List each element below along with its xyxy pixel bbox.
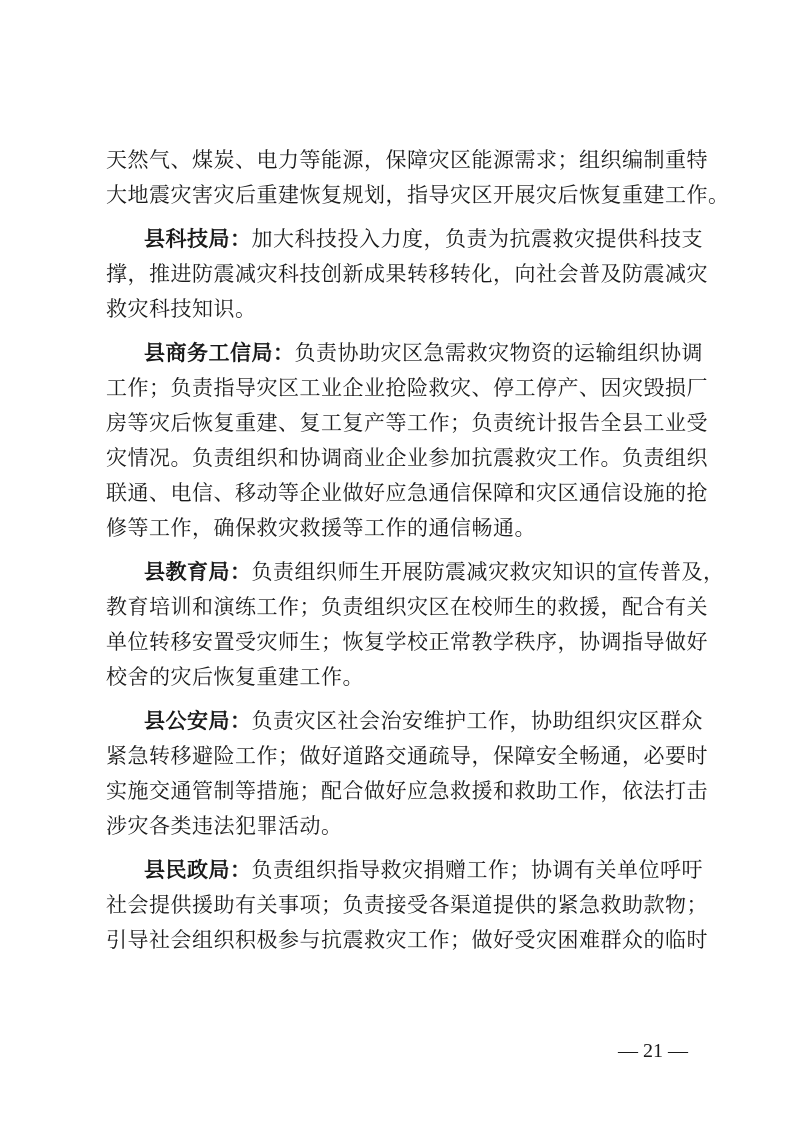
text-line: 实施交通管制等措施；配合做好应急救援和救助工作，依法打击 [106,779,708,803]
text-line: 工作；负责指导灾区工业企业抢险救灾、停工停产、因灾毁损厂 [106,376,708,400]
text-line: 救灾科技知识。 [106,297,257,321]
text-line: 天然气、煤炭、电力等能源，保障灾区能源需求；组织编制重特 [106,148,708,172]
paragraph-county-police-bureau [106,704,708,844]
text-line: 撑，推进防震减灾科技创新成果转移转化，向社会普及防震减灾 [106,262,708,286]
text-line: 联通、电信、移动等企业做好应急通信保障和灾区通信设施的抢 [106,481,708,505]
paragraph-county-education-bureau [106,555,725,695]
text-line: 涉灾各类违法犯罪活动。 [106,814,343,838]
text-line: 引导社会组织积极参与抗震救灾工作；做好受灾困难群众的临时 [106,928,708,952]
text-line: 负责组织师生开展防震减灾救灾知识的宣传普及， [251,560,725,584]
section-heading: 县商务工信局： [144,341,295,365]
paragraph-county-civil-affairs-bureau [106,853,708,958]
text-line: 加大科技投入力度，负责为抗震救灾提供科技支 [251,227,703,251]
section-heading: 县民政局： [144,858,252,882]
text-line: 社会提供援助有关事项；负责接受各渠道提供的紧急救助款物； [106,893,708,917]
section-heading: 县教育局： [144,560,252,584]
document-body [106,143,730,958]
text-line: 大地震灾害灾后重建恢复规划，指导灾区开展灾后恢复重建工作。 [106,183,730,207]
text-line: 修等工作，确保救灾救援等工作的通信畅通。 [106,516,536,540]
page-number: — 21 — [618,1040,688,1062]
text-line: 教育培训和演练工作；负责组织灾区在校师生的救援，配合有关 [106,595,708,619]
paragraph-county-commerce-bureau [106,336,708,546]
text-line: 单位转移安置受灾师生；恢复学校正常教学秩序，协调指导做好 [106,630,708,654]
text-line: 负责灾区社会治安维护工作，协助组织灾区群众 [251,709,703,733]
paragraph-energy-continuation [106,143,730,213]
section-heading: 县科技局： [144,227,252,251]
section-heading: 县公安局： [144,709,252,733]
text-line: 负责协助灾区急需救灾物资的运输组织协调 [294,341,703,365]
paragraph-county-science-bureau [106,222,708,327]
text-line: 负责组织指导救灾捐赠工作；协调有关单位呼吁 [251,858,703,882]
text-line: 校舍的灾后恢复重建工作。 [106,665,364,689]
text-line: 灾情况。负责组织和协调商业企业参加抗震救灾工作。负责组织 [106,446,708,470]
text-line: 紧急转移避险工作；做好道路交通疏导，保障安全畅通，必要时 [106,744,708,768]
text-line: 房等灾后恢复重建、复工复产等工作；负责统计报告全县工业受 [106,411,708,435]
